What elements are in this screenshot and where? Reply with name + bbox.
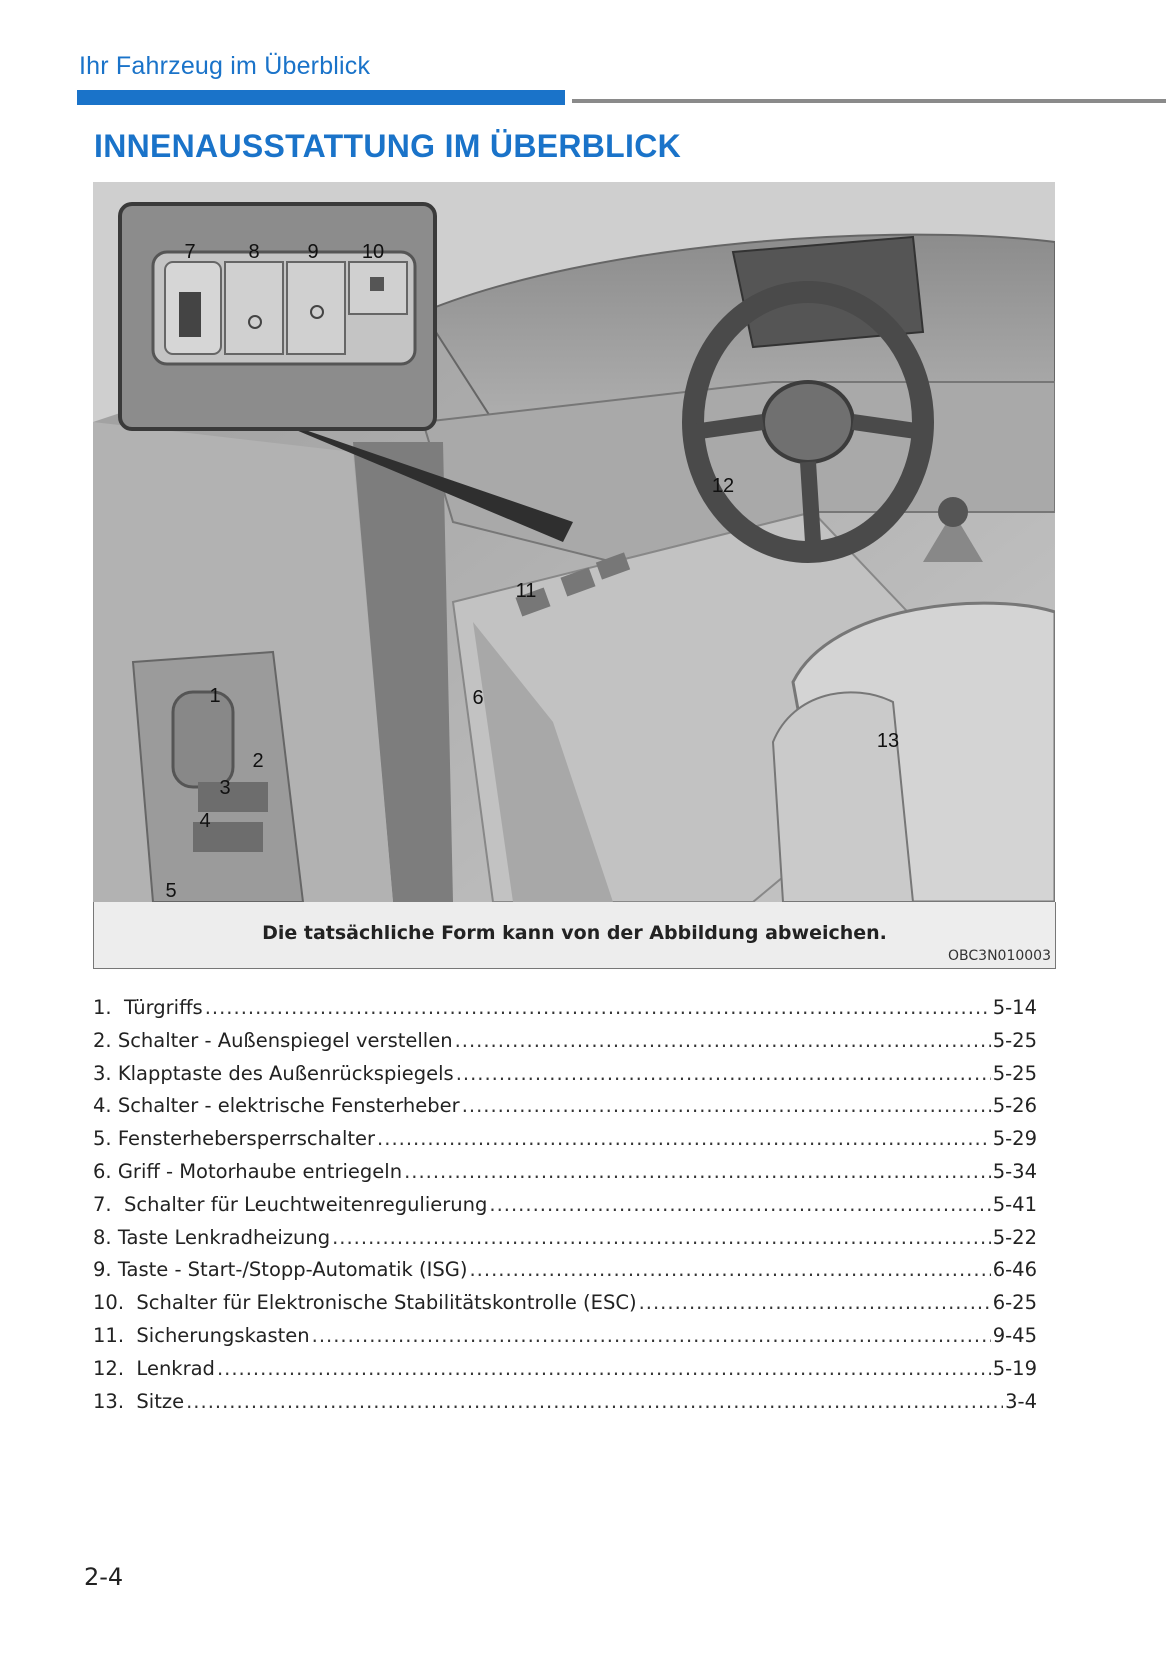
header-rule [572, 99, 1166, 103]
list-item-number: 4. [93, 1094, 118, 1118]
list-item-label: Schalter - Außenspiegel verstellen [117, 1028, 453, 1052]
list-item-number: 1. [93, 996, 125, 1019]
list-item-number: 13. [93, 1389, 137, 1413]
list-item [93, 996, 1037, 1029]
dot-leader [489, 1193, 990, 1216]
dot-leader [469, 1258, 990, 1281]
list-item-label: Fensterhebersperrschalter [117, 1127, 376, 1151]
callout-6: 6 [472, 687, 484, 709]
list-item-label: Klapptaste des Außenrückspiegels [117, 1061, 454, 1085]
callout-2: 2 [252, 750, 264, 772]
dot-leader [456, 1062, 991, 1085]
chapter-title: Ihr Fahrzeug im Überblick [79, 52, 371, 80]
list-item-number: 3. [93, 1061, 118, 1085]
list-item-number: 7. [93, 1192, 125, 1216]
list-item-page: 3-4 [1005, 1389, 1037, 1413]
page-number: 2-4 [84, 1563, 124, 1591]
list-item [93, 1094, 1037, 1127]
list-item-page: 6-46 [992, 1258, 1037, 1282]
list-item-number: 9. [93, 1258, 118, 1282]
callout-10: 10 [361, 241, 385, 263]
callout-3: 3 [219, 777, 231, 799]
list-item [93, 1160, 1037, 1193]
list-item [93, 1029, 1037, 1062]
dot-leader [377, 1127, 991, 1150]
list-item [93, 1357, 1037, 1390]
list-item [93, 1324, 1037, 1357]
list-item-number: 2. [93, 1028, 118, 1052]
dot-leader [462, 1094, 991, 1117]
list-item-label: Sicherungskasten [136, 1323, 310, 1347]
dot-leader [455, 1029, 991, 1052]
figure-caption: Die tatsächliche Form kann von der Abbildung abweichen. [262, 922, 887, 944]
list-item [93, 1062, 1037, 1095]
list-item-number: 8. [93, 1225, 118, 1249]
list-item-number: 11. [93, 1323, 137, 1347]
list-item-label: Taste - Start-/Stopp-Automatik (ISG) [117, 1258, 468, 1282]
header-rule-accent [77, 90, 565, 105]
list-item [93, 1390, 1037, 1423]
list-item-number: 6. [93, 1159, 118, 1183]
list-item-number: 10. [93, 1291, 137, 1315]
list-item-label: Griff - Motorhaube entriegeln [117, 1159, 403, 1183]
list-item-page: 5-26 [992, 1094, 1037, 1118]
list-item-page: 5-14 [992, 996, 1037, 1019]
list-item-page: 5-22 [992, 1225, 1037, 1249]
list-item-page: 5-34 [992, 1159, 1037, 1183]
callout-13: 13 [876, 730, 900, 752]
dot-leader [404, 1160, 991, 1183]
list-item-number: 12. [93, 1356, 137, 1380]
list-item-page: 5-25 [992, 1061, 1037, 1085]
list-item-page: 6-25 [992, 1291, 1037, 1315]
list-item-page: 5-29 [992, 1127, 1037, 1151]
callout-5: 5 [165, 880, 177, 902]
dot-leader [205, 996, 991, 1019]
list-item-label: Türgriffs [124, 996, 203, 1019]
list-item-label: Schalter für Leuchtweitenregulierung [124, 1192, 488, 1216]
list-item [93, 1127, 1037, 1160]
list-item [93, 1193, 1037, 1226]
list-item-page: 9-45 [992, 1323, 1037, 1347]
dot-leader [312, 1324, 991, 1347]
dot-leader [217, 1357, 991, 1380]
list-item-label: Schalter - elektrische Fensterheber [117, 1094, 460, 1118]
callout-9: 9 [307, 241, 319, 263]
dot-leader [186, 1390, 1003, 1413]
list-item-label: Schalter für Elektronische Stabilitätskontrolle (ESC) [136, 1291, 637, 1315]
list-item-page: 5-19 [992, 1356, 1037, 1380]
component-list [93, 996, 1037, 1422]
list-item-label: Lenkrad [136, 1356, 215, 1380]
callout-8: 8 [248, 241, 260, 263]
figure-caption-box [93, 902, 1056, 969]
list-item [93, 1291, 1037, 1324]
dot-leader [639, 1291, 991, 1314]
dot-leader [332, 1226, 991, 1249]
list-item-number: 5. [93, 1127, 118, 1151]
callout-12: 12 [711, 475, 735, 497]
list-item-page: 5-25 [992, 1028, 1037, 1052]
interior-illustration [93, 182, 1055, 902]
list-item [93, 1226, 1037, 1259]
callout-11: 11 [515, 580, 537, 602]
callout-4: 4 [199, 810, 211, 832]
figure-code: OBC3N010003 [948, 948, 1051, 964]
callout-1: 1 [209, 685, 221, 707]
list-item-label: Sitze [136, 1389, 185, 1413]
callout-7: 7 [184, 241, 196, 263]
list-item-page: 5-41 [992, 1192, 1037, 1216]
list-item-label: Taste Lenkradheizung [117, 1225, 331, 1249]
section-title: INNENAUSSTATTUNG IM ÜBERBLICK [94, 128, 682, 164]
list-item [93, 1258, 1037, 1291]
